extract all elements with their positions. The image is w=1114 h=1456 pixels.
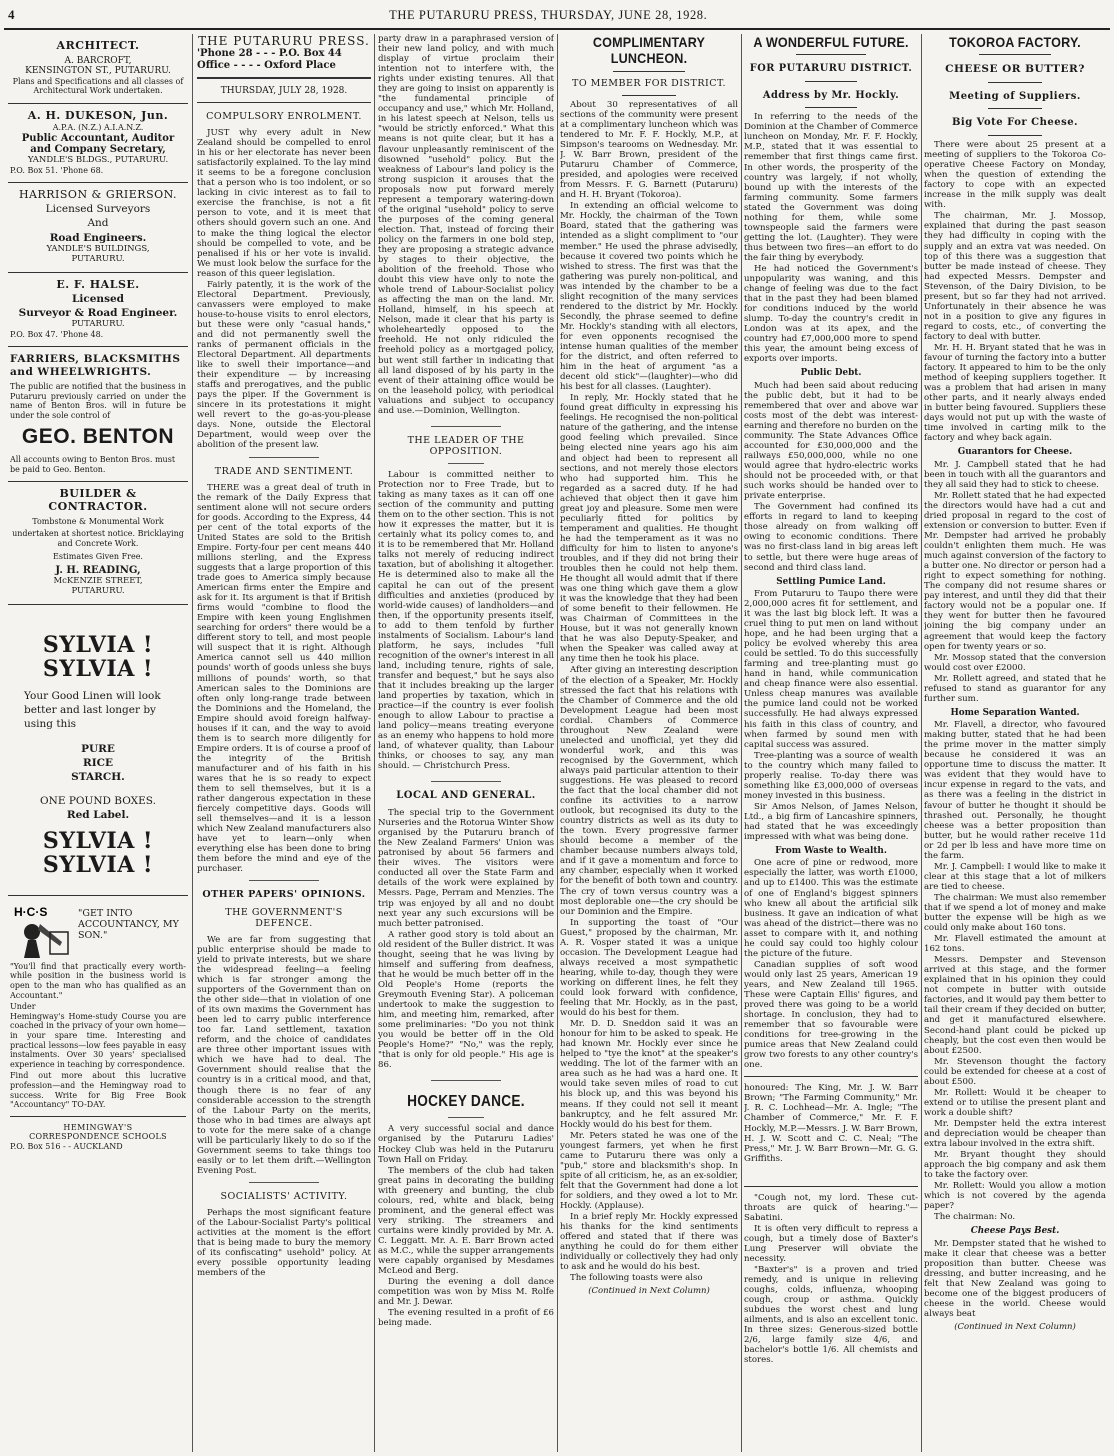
article-paragraph: Mr. Rollett: Would you allow a motion which is not covered by the agenda paper? (924, 1181, 1106, 1212)
ad-contact: P.O. Box 516 - - AUCKLAND (10, 1141, 123, 1151)
article-paragraph: Much had been said about reducing the public debt, but it had to be remembered that over and above war costs most of the debt was interest-earning and therefore no burden on the community. The State Advances Office accounted for £30,000,000 and the railways £50,000,000, while no one would agree that hydro-electric works should not be proceeded with, or that such works should be handed over to private enterprise. (744, 380, 918, 502)
article-heading: TRADE AND SENTIMENT. (214, 465, 354, 477)
article-heading: A WONDERFUL FUTURE. (753, 34, 909, 50)
farriers-ad (8, 347, 188, 482)
column-divider (741, 34, 742, 1452)
top-rule (4, 28, 1110, 30)
article-paragraph: Mr. Peters stated he was one of the youngest farmers, yet when he first came to Putaruru there was only a "pub," store and blacksmith's shop. In spite of all criticism, he, as an ex-soldier, felt that the Government had done a lot for soldiers, and they owed a lot to Mr. Hockly. (Applause). (560, 1130, 738, 1211)
article-subheading: Meeting of Suppliers. (949, 90, 1081, 102)
ad-text: Your Good Linen will look better and last longer by using this (24, 690, 161, 731)
article-subheading: THE GOVERNMENT'S DEFENCE. (225, 906, 343, 929)
ad-heading: BUILDER & CONTRACTOR. (48, 487, 148, 513)
article-paragraph: Mr. Rollett agreed, and stated that he refused to stand as guarantor for any further sum. (924, 673, 1106, 704)
section-heading: Settling Pumice Land. (776, 576, 886, 587)
ad-text: Estimates Given Free. (53, 551, 143, 561)
ad-address: PUTARURU. (71, 585, 125, 596)
article-paragraph: Messrs. Dempster and Stevenson arrived at this stage, and the former explained that in his opinion they could not compete in butter with outside factories, and it would pay them better to tail their cream if they decided on butter, and get it manufactured elsewhere. Second-hand plant could be picked up cheaply, but the cost even then would be about £2500. (924, 955, 1106, 1056)
ad-text: Surveyor & Road Engineer. (18, 306, 178, 319)
article-paragraph: The members of the club had taken great pains in decorating the building with greenery and bunting, the club colours, red, white and black, being prominent, and the general effect was very striking. The streamers and curtains were kindly provided by Mr. A. C. Leggatt. Mr. A. E. Barr Brown acted as M.C., while the supper arrangements were capably organised by Mesdames McLeod and Berg. (378, 1165, 554, 1277)
editorial-column (197, 34, 371, 1452)
article-subheading: Big Vote For Cheese. (951, 117, 1079, 129)
ad-text: A.P.A. (N.Z.) A.I.A.N.Z. (52, 122, 144, 132)
ad-text: Public Accountant, Auditor (21, 132, 175, 144)
article-paragraph: The following toasts were also (570, 1273, 703, 1284)
article-paragraph: He had noticed the Government's unpopularity was waning, and this change of feeling was due to the fact that in the past they had been blamed for conditions induced by the world slump. To-day the country's credit in London was at its apex, and the country had £7,000,000 more to spend this year, the amount being excess of exports over imports. (744, 263, 918, 365)
article-heading: SOCIALISTS' ACTIVITY. (220, 1190, 348, 1202)
ad-heading: FARRIERS, BLACKSMITHS and WHEELWRIGHTS. (10, 353, 181, 378)
harrison-ad (8, 183, 188, 272)
article-paragraph: Mr. J. Campbell: I would like to make it clear at this stage that a lot of milkers are tied to cheese. (924, 861, 1106, 892)
article-heading: TOKOROA FACTORY. (949, 34, 1081, 50)
halse-ad (8, 273, 188, 348)
article-paragraph: From Putaruru to Taupo there were 2,000,000 acres fit for settlement, and it was the last big block left. It was a cruel thing to put men on land without hope, and he had been urging that a policy be evolved whereby this area could be settled. To do this successfully farming and tree-planting must go hand in hand, while communication and cheap finance were also essential. Unless cheap manures was available the pumice land could not be worked successfully. He had always expressed his faith in this class of country, and when farmed by sound men with capital success was assured. (744, 588, 918, 750)
ad-name: SYLVIA ! (42, 851, 154, 878)
news-column-3 (378, 34, 554, 1452)
continued-note: (Continued in Next Column) (588, 1286, 710, 1297)
article-heading: THE LEADER OF THE OPPOSITION. (407, 434, 525, 457)
ad-name: SYLVIA ! (42, 655, 154, 682)
ad-heading: ARCHITECT. (56, 39, 140, 52)
paper-phone: 'Phone 28 - - - P.O. Box 44 (197, 48, 342, 60)
news-column-4 (560, 34, 738, 1452)
article-paragraph: The Government had confined its efforts in regard to land to keeping those already on from walking off owing to economic conditions. There was no first-class land in big areas left to settle, but there were huge areas of second and third class land. (744, 502, 918, 573)
article-paragraph: About 30 representatives of all sections of the community were present at a complimentary luncheon which was tendered to Mr. F. F. Hockly, M.P., at Simpson's tearooms on Wednesday. Mr. J. W. Barr Brown, president of the Putaruru Chamber of Commerce, presided, and apologies were received from Messrs. F. G. Barnett (Putaruru) and H. H. Bryant (Tokoroa). (560, 99, 738, 201)
sylvia-ad (8, 605, 188, 896)
ad-text: Find out more about this lucrative profession—and the Hemingway road to success. Write for Big Free Book "Accountancy" TO-DAY. (10, 1071, 186, 1110)
ad-contact: P.O. Box 47. 'Phone 48. (10, 329, 104, 339)
article-heading: LOCAL AND GENERAL. (396, 790, 536, 802)
article-paragraph: Perhaps the most significant feature of the Labour-Socialist Party's political activities at the moment is the effort that is being made to bury the memory of its confiscating" usehold" policy. At every possible opportunity leading members of the (197, 1208, 371, 1279)
section-heading: Guarantors for Cheese. (957, 447, 1073, 458)
ad-text: Licensed Surveyors (45, 203, 151, 216)
article-paragraph: Canadian supplies of soft wood would only last 25 years, American 19 years, and New Zealand till 1965. These were Captain Ellis' figures, and proved there was going to be a world shortage. In conclusion, they had to remember that so favourable were conditions for tree-growing in the pumice areas that New Zealand could grow two forests to any other country's one. (744, 959, 918, 1071)
ad-text: Red Label. (66, 809, 130, 822)
ad-address: PUTARURU. (71, 253, 125, 264)
ad-address: KENSINGTON ST., PUTARURU. (25, 66, 171, 77)
ad-address: PUTARURU. (71, 318, 125, 329)
column-divider (192, 34, 193, 1452)
advert-paragraph: "Baxter's" is a proven and tried remedy, and is unique in relieving coughs, colds, influenza, whooping cough, croup or asthma. Quickly subdues the worst chest and lung ailments, and is also an excellent tonic. In three sizes: Generous-sized bottle 2/6, large family size 4/6, and bachelor's bottle 1/6. All chemists and stores. (744, 1265, 918, 1366)
article-paragraph: In referring to the needs of the Dominion at the Chamber of Commerce luncheon on Monday, Mr. F. F. Hockly, M.P., stated that it was essential to remember that first things came first. In other words, the prosperity of the country was largely, if not wholly, bound up with the interests of the farming community. Some farmers stated the Government was doing nothing for them, while some townspeople said the farmers were getting the lot. (Laughter). They were thus between two fires—an effort to do the fair thing by everybody. (744, 112, 918, 263)
article-paragraph: Mr. Dempster stated that he wished to make it clear that cheese was a better proposition than butter. Cheese was dressing, and butter increasing, and he felt that New Zealand was going to become one of the biggest producers of cheese in the world. Cheese would always beat (924, 1238, 1106, 1320)
paper-header (197, 34, 371, 71)
ad-address: YANDLE'S BUILDINGS, (46, 243, 150, 254)
article-paragraph: THERE was a great deal of truth in the remark of the Daily Express that sentiment alone will not secure orders for goods. According to the Express, 44 per cent of the total exports of the United States are sold to the British Empire. Forty-four per cent means 440 millions sterling, and the Express suggests that a large proportion of this trade goes to America simply because American firms enter the Empire and ask for it. Its argument is that if British firms would "combine to flood the Empire with keen young Englishmen searching for orders" there would be a different story to tell, and most people will suspect that it is right. Although America cannot sell us 440 million pounds' worth of goods unless she buys millions of pounds' worth, so that American sales to the Dominions are often only long-range trade between the Dominions and the Homeland, the Empire should avoid foreign halfway-houses if it can, and the way to avoid them is to search more diligently for Empire orders. It is of course a proof of the integrity of the British manufacturer and of his faith in his wares that he is so ready to expect them to sell themselves, but it is a rather dangerous expectation in these fiercely competitive days. Goods will sell themselves—and it is a lesson which New Zealand manufacturers also have yet to learn—only when everything else has been done to bring them before the mind and eye of the purchaser. (197, 482, 371, 875)
ad-text: RICE (83, 756, 113, 769)
article-paragraph: The chairman: We must also remember that if we spend a lot of money and make butter the expense will be high as we could only make about 160 tons. (924, 892, 1106, 934)
ad-name: HARRISON & GRIERSON. (18, 188, 178, 202)
svg-text:H·C·S: H·C·S (14, 904, 48, 919)
ad-name: A. H. DUKESON, Jun. (27, 109, 169, 123)
article-paragraph: The chairman, Mr. J. Mossop, explained that during the past season they had difficulty in coping with the supply and an extra vat was needed. On top of this there was a suggestion that butter be made instead of cheese. They had expected Messrs. Dempster and Stevenson, of the Dairy Division, to be present, but so far they had not arrived. Unfortunately in their absence he was not in a position to give any figures in regard to costs, etc., of converting the factory to deal with butter. (924, 211, 1106, 342)
article-paragraph: In extending an official welcome to Mr. Hockly, the chairman of the Town Board, stated that the gathering was intended as a slight compliment to "our member." He used the phrase advisedly, because it covered two points which he wished to stress. The first was that the gathering was purely non-political, and was intended by the chamber to be a slight recognition of the many services rendered to the district by Mr. Hockly. Secondly, the phrase seemed to define Mr. Hockly's standing with all electors, for even opponents recognised the intense human qualities of the member for the district, and often referred to him in the heat of argument "as a decent old stick"—(laughter)—who did his best for all classes. (Laughter). (560, 201, 738, 393)
article-paragraph: We are far from suggesting that public enterprise should be made to yield to private interests, but we share the widespread feeling—a feeling which is far stronger among the supporters of the Government than on the other side—that in violation of one of its own maxims the Government has been led to carry public interference too far. Land settlement, taxation reform, and the choice of candidates are three other important issues with which we have had to deal. The Government should realise that the country is in a critical mood, and that, though there is no fear of any considerable accession to the strength of the Labour Party on the merits, those who in bad times are always apt to vote for the mere sake of a change will be particularly likely to do so if the Government seems to take things too easily or to let them drift.—Wellington Evening Post. (197, 934, 371, 1176)
paper-office: Office - - - - Oxford Place (197, 59, 336, 71)
ad-text: All accounts owing to Benton Bros. must be paid to Geo. Benton. (10, 454, 176, 474)
article-heading: OTHER PAPERS' OPINIONS. (202, 889, 366, 901)
column-divider (374, 34, 375, 1452)
article-paragraph: Mr. Stevenson thought the factory could be extended for cheese at a cost of about £500. (924, 1056, 1106, 1087)
article-paragraph: Sir Amos Nelson, of James Nelson, Ltd., a big firm of Lancashire spinners, had stated that he was exceedingly impressed with what was being done. (744, 801, 918, 843)
hemingway-ad (8, 896, 188, 1159)
ad-text: STARCH. (71, 771, 125, 783)
article-paragraph: After giving an interesting description of the election of a Speaker, Mr. Hockly stressed the fact that his relations with the Chamber of Commerce and the old Development League had been most cordial. Chambers of Commerce throughout New Zealand were unelected and unofficial, yet they did wonderful work, and this was recognised by the Government, which always paid particular attention to their suggestions. He was pleased to record the fact that the local chamber did not confine its activities to a narrow outlook, but recognised its duty to the country districts as well as its duty to the town. Every progressive farmer should become a member of the chamber because numbers always told, and if it gave a momentum and force to any chamber, especially when it worked for the benefit of both town and country. The cry of town versus country was a most deplorable one—the cry should be our Dominion and the Empire. (560, 665, 738, 917)
column-divider (557, 34, 558, 1452)
ad-address: YANDLE'S BLDGS., PUTARURU. (27, 154, 169, 165)
ad-text: PURE (81, 742, 115, 755)
news-column-6 (924, 34, 1106, 1452)
ad-text: "You'll find that practically every worth-while position in the business world is open to the man who has qualified as an Accountant." (10, 961, 186, 1000)
ad-text: The public are notified that the business in Putaruru previously carried on under the name of Benton Bros. will in future be under the sole control of (10, 381, 186, 420)
advert-paragraph: "Cough not, my lord. These cut-throats are quick of hearing."—Sabatini. (744, 1192, 918, 1223)
article-paragraph: Mr. Mossop stated that the conversion would cost over £2000. (924, 652, 1106, 673)
advert-paragraph: It is often very difficult to repress a cough, but a timely dose of Baxter's Lung Preserver will obviate the necessity. (744, 1223, 918, 1264)
ad-name: SYLVIA ! (42, 631, 154, 658)
ad-name: A. BARCROFT, (64, 55, 132, 66)
article-paragraph: A very successful social and dance organised by the Putaruru Ladies' Hockey Club was held in the Putaruru Town Hall on Friday. (378, 1124, 554, 1165)
ad-contact: P.O. Box 51. 'Phone 68. (10, 165, 104, 175)
article-subheading: TO MEMBER FOR DISTRICT. (571, 77, 727, 89)
article-paragraph: Mr. Dempster held the extra interest and depreciation would be cheaper than extra labour involved in the extra shift. (924, 1118, 1106, 1150)
article-paragraph: honoured: The King, Mr. J. W. Barr Brown; "The Farming Community," Mr. J. R. C. Lochhead—Mr. A. Ingle; "The Chamber of Commerce," Mr. F. F. Hockly, M.P.—Messrs. J. W. Barr Brown, H. J. W. Scott and C. C. Neal; "The Press," Mr. J. W. Barr Brown—Mr. G. G. Griffiths. (744, 1083, 918, 1164)
advertisements-column (8, 34, 188, 1452)
ad-text: Plans and Specifications and all classes of Architectural Work undertaken. (12, 76, 184, 96)
column-divider (921, 34, 922, 1452)
article-paragraph: Labour is committed neither to Protection nor to Free Trade, but to taking as many taxes as it can off one section of the community and putting them on to the other section. This is not how it expresses the matter, but it is certainly what its policy comes to, and it is to be remembered that Mr. Holland talks not merely of reducing indirect taxation, but of abolishing it altogether. He is determined also to make all the capital he can out of the present difficulties and anxieties (produced by world-wide causes) of landholders—and then, if the opportunity presents itself, to add to them tenfold by further instalments of Socialism. Labour's land platform, he says, includes "full recognition of the owner's interest in all land, including tenure, rights of sale, transfer and bequest," but he says also that it includes breaking up the larger land properties by taxation, which in practice—if the country is ever foolish enough to allow Labour to practise a land policy—means treating everyone as an enemy who happens to hold more land, of whatever quality, than Labour thinks, or chooses to say, any man should. — Christchurch Press. (378, 470, 554, 772)
ad-text: Road Engineers. (49, 231, 147, 244)
section-heading: From Waste to Wealth. (775, 846, 887, 857)
ad-text: And (87, 217, 109, 230)
article-paragraph: In supporting the toast of "Our Guest," proposed by the chairman, Mr. A. R. Vosper stated it was a unique occasion. The Development League had always received a most sympathetic hearing, while to-day, though they were working on different lines, he felt they could look forward with confidence, feeling that Mr. Hockly, as in the past, would do his best for them. (560, 917, 738, 1019)
dukeson-ad (8, 104, 188, 183)
article-paragraph: Mr. Rollett: Would it be cheaper to extend or to utilise the present plant and work a double shift? (924, 1087, 1106, 1118)
article-paragraph: JUST why every adult in New Zealand should be compelled to enrol in his or her electorate has never been satisfactorily explained. To the lay mind it seems to be a foregone conclusion that a person who is too indolent, or so lacking in civic interest as to fail to exercise the franchise, is not a fit person to vote, and it is meet that others should govern such an one. And to make the thing logical the elector should be compelled to vote, and be penalised if his or her vote is invalid. We must look below the surface for the reason of this queer legislation. (197, 128, 371, 279)
editorial-date: THURSDAY, JULY 28, 1928. (220, 86, 348, 97)
article-paragraph: There were about 25 present at a meeting of suppliers to the Tokoroa Co-operative Cheese Factory on Monday, when the question of extending the factory to cope with an expected increase in the milk supply was dealt with. (924, 140, 1106, 211)
continued-note: (Continued in Next Column) (954, 1322, 1076, 1333)
masthead (0, 0, 1114, 30)
ad-name: HEMINGWAY'S (63, 1122, 133, 1132)
article-heading: HOCKEY DANCE. (407, 1093, 525, 1111)
ad-text: Tombstone & Monumental Work (32, 516, 164, 526)
ad-name: J. H. READING, (55, 565, 141, 577)
ad-name: CORRESPONDENCE SCHOOLS (29, 1132, 167, 1142)
ad-text: Under (10, 1002, 36, 1012)
article-paragraph: Mr. Bryant thought they should approach the big company and ask them to take the factory over. (924, 1150, 1106, 1181)
article-paragraph: The special trip to the Government Nurseries and the Rotorua Winter Show organised by the Putaruru branch of the New Zealand Farmers' Union was patronised by about 56 farmers and their wives. The visitors were conducted all over the State Farm and details of the work were explained by Messrs. Page, Perram and Menzies. The trip was enjoyed by all and no doubt next year any such excursions will be much better patronised. (378, 808, 554, 929)
paper-name: THE PUTARURU PRESS. (198, 34, 370, 48)
article-subheading: FOR PUTARURU DISTRICT. (749, 63, 913, 75)
ad-heading: "GET INTO ACCOUNTANCY, MY SON." (78, 907, 179, 942)
ad-text: ONE POUND BOXES. (40, 795, 156, 808)
article-paragraph: Mr. Flavell, a director, who favoured making butter, stated that he had been the prime mover in the matter simply because he considered it was an opportune time to discuss the matter. It was evident that they would have to incur expense in regard to the vats, and as there was a feeling in the district in favour of butter he thought it should be thrashed out. Personally, he thought cheese was a better proposition than butter, but he would rather receive 11d or 2d per lb less and have more time on the farm. (924, 720, 1106, 861)
article-byline: Address by Mr. Hockly. (762, 89, 900, 101)
ad-name: SYLVIA ! (42, 827, 154, 854)
article-paragraph: Mr. J. Campbell stated that he had been in touch with all the guarantors and they all said they had to stick to cheese. (924, 459, 1106, 490)
article-heading: COMPULSORY ENROLMENT. (206, 110, 362, 122)
hcs-header (10, 902, 186, 958)
article-paragraph: Fairly patently, it is the work of the Electoral Department. Previously, canvassers were employed to make house-to-house visits to enrol electors, but these were only "casual hands," and did not permanently swell the ranks of permanent officials in the Electoral Department. All departments like to swell their importance—and their expenditure — by increasing staffs and prerogatives, and the public pays the piper. If the Government is sincere in its protestations it might well revert to the go-as-you-please days. None, outside the Electoral Department, would weep over the abolition of the present law. (197, 279, 371, 451)
page-number: 4 (8, 7, 15, 23)
ad-text: Hemingway's Home-study Course you are coached in the privacy of your own home—in your spare time. Interesting and practical lessons—low fees payable in easy instalments. Over 30 years' specialised experience in teaching by correspondence. (10, 1011, 186, 1069)
news-column-5 (744, 34, 918, 1452)
ad-address: McKENZIE STREET, (53, 575, 143, 586)
article-paragraph: Mr. Flavell estimated the amount at 162 tons. (924, 934, 1106, 955)
architect-ad (8, 34, 188, 104)
article-paragraph: A rather good story is told about an old resident of the Buller district. It was thought, seeing that he was living by himself and suffering from deafness, that he would be much better off in the Old People's Home (reports the Greymouth Evening Star). A policeman undertook to make the suggestion to him, and meeting him, remarked, after some preliminaries: "Do you not think you would be better off in the Old People's Home?" "No," was the reply, "that is only for old people." His age is 86. (378, 929, 554, 1071)
article-subheading: CHEESE OR BUTTER? (945, 63, 1085, 76)
article-paragraph: Mr. H. H. Bryant stated that he was in favour of turning the factory into a butter factory. It appeared to him to be the only method of keeping suppliers together. It was a problem that had arisen in many other parts, and it nearly always ended in butter being favoured. Suppliers these days would not put up with the waste of time involved in carting milk to the factory and whey back again. (924, 342, 1106, 444)
ad-name: E. F. HALSE. (56, 277, 140, 291)
hcs-logo-icon (10, 902, 72, 958)
newspaper-title: THE PUTARURU PRESS, THURSDAY, JUNE 28, 1928. (389, 7, 708, 22)
section-heading: Home Separation Wanted. (950, 707, 1080, 718)
article-paragraph: In reply, Mr. Hockly stated that he found great difficulty in expressing his feelings. He recognised the non-political nature of the gathering, and the intense good feeling which prevailed. Since being elected nine years ago his aim and object had been to represent all sections, and not merely those electors who had supported him. This he regarded as a sacred duty. If he had achieved that object then it gave him great joy and pleasure. Some men were peculiarly fitted for politics by temperament and qualities. He thought he had the temperament as it was no difficulty for him to listen to anyone's troubles, and if they did not bring their troubles then he could not help them. He thought all would admit that if there was one thing which gave them a glow it was the knowledge that they had been of some benefit to their fellowmen. He was Chairman of Committees in the House, but it was not generally known that he was also Deputy-Speaker, and when the Speaker was called away at any time then he took his place. (560, 393, 738, 665)
section-heading: Public Debt. (800, 368, 862, 379)
ad-text: and Company Secretary, (30, 144, 166, 156)
builder-ad (8, 482, 188, 605)
article-paragraph: One acre of pine or redwood, more especially the latter, was worth £1000, and up to £1400. This was the estimate of one of England's biggest spinners who knew all about the artificial silk business. It gave an indication of what was ahead of the district—there was no asset to compare with it, and nothing he could say could too highly colour the picture of the future. (744, 858, 918, 959)
article-paragraph: party draw in a paraphrased version of their new land policy, and with much display of virtue proclaim their intention not to interfere with, the rights under existing tenures. All that they are going to insist on apparently is "the fundamental principle of occupancy and use," which Mr. Holland, in his latest speech at Nelson, tells us "would be strictly enforced." What this means is not quite clear, but it has a flavour unpleasantly reminiscent of the disowned "usehold" policy. But the weakness of Labour's land policy is the strong suspicion it arouses that the proposals now put forward merely represent a temporary watering-down of the original "usehold" policy to serve the purposes of the coming general election. That, instead of forcing their policy on the farmers in one bold step, they are proposing a strategic advance by stages to their objective, the abolition of the freehold. Those who doubt this view have only to note the whole trend of Labour-Socialist policy as affecting the man on the land. Mr. Holland, himself, in his speech at Nelson, made it clear that his party is wholeheartedly opposed to the freehold. He not only ridiculed the freehold policy as a mortgaged policy, but went still farther in indicating that all land disposed of by his party in the event of their attaining office would be on the leasehold policy, with periodical valuations and subject to occupancy and use.—Dominion, Wellington. (378, 34, 554, 416)
article-heading: COMPLIMENTARY LUNCHEON. (592, 34, 706, 67)
article-paragraph: Tree-planting was a source of wealth to the country which many failed to properly realise. To-day there was something like £3,000,000 of overseas money invested in this business. (744, 750, 918, 801)
ad-text: undertaken at shortest notice. Bricklaying and Concrete Work. (12, 529, 184, 549)
section-heading: Cheese Pays Best. (970, 1226, 1060, 1237)
ad-text: Licensed (71, 292, 124, 305)
article-paragraph: The evening resulted in a profit of £6 being made. (378, 1308, 554, 1329)
article-paragraph: Mr. Rollett stated that he had expected the directors would have had a cut and dried proposal in regard to the cost of extension or conversion to butter. Even if Mr. Dempster had arrived he probably couldn't enlighten them much. He was much against conversion of the factory to a butter one. No director or person had a right to expect something for nothing. The company did not resume shares or pay interest, and until they did that their factory would not be a popular one. If they went for butter then he favoured joining the big company under an agreement that would keep the factory open for twenty years or so. (924, 490, 1106, 652)
article-paragraph: During the evening a doll dance competition was won by Miss M. Rolfe and Mr. J. Dewar. (378, 1277, 554, 1308)
article-paragraph: In a brief reply Mr. Hockly expressed his thanks for the kind sentiments offered and stated that if there was anything he could do for them either individually or collectively they had only to ask and he would do his best. (560, 1212, 738, 1273)
article-paragraph: Mr. D. D. Sneddon said it was an honour for him to be asked to speak. He had known Mr. Hockly ever since he helped to "tye the knot" at the speaker's wedding. The lot of the farmer with an area such as he had was a hard one. It would take seven miles of road to cut his block up, and this was beyond his means. If they could not sell it meant bankruptcy, and he felt assured Mr. Hockly would do his best for them. (560, 1019, 738, 1130)
ad-name: GEO. BENTON (21, 425, 175, 449)
article-paragraph: The chairman: No. (934, 1212, 1016, 1223)
